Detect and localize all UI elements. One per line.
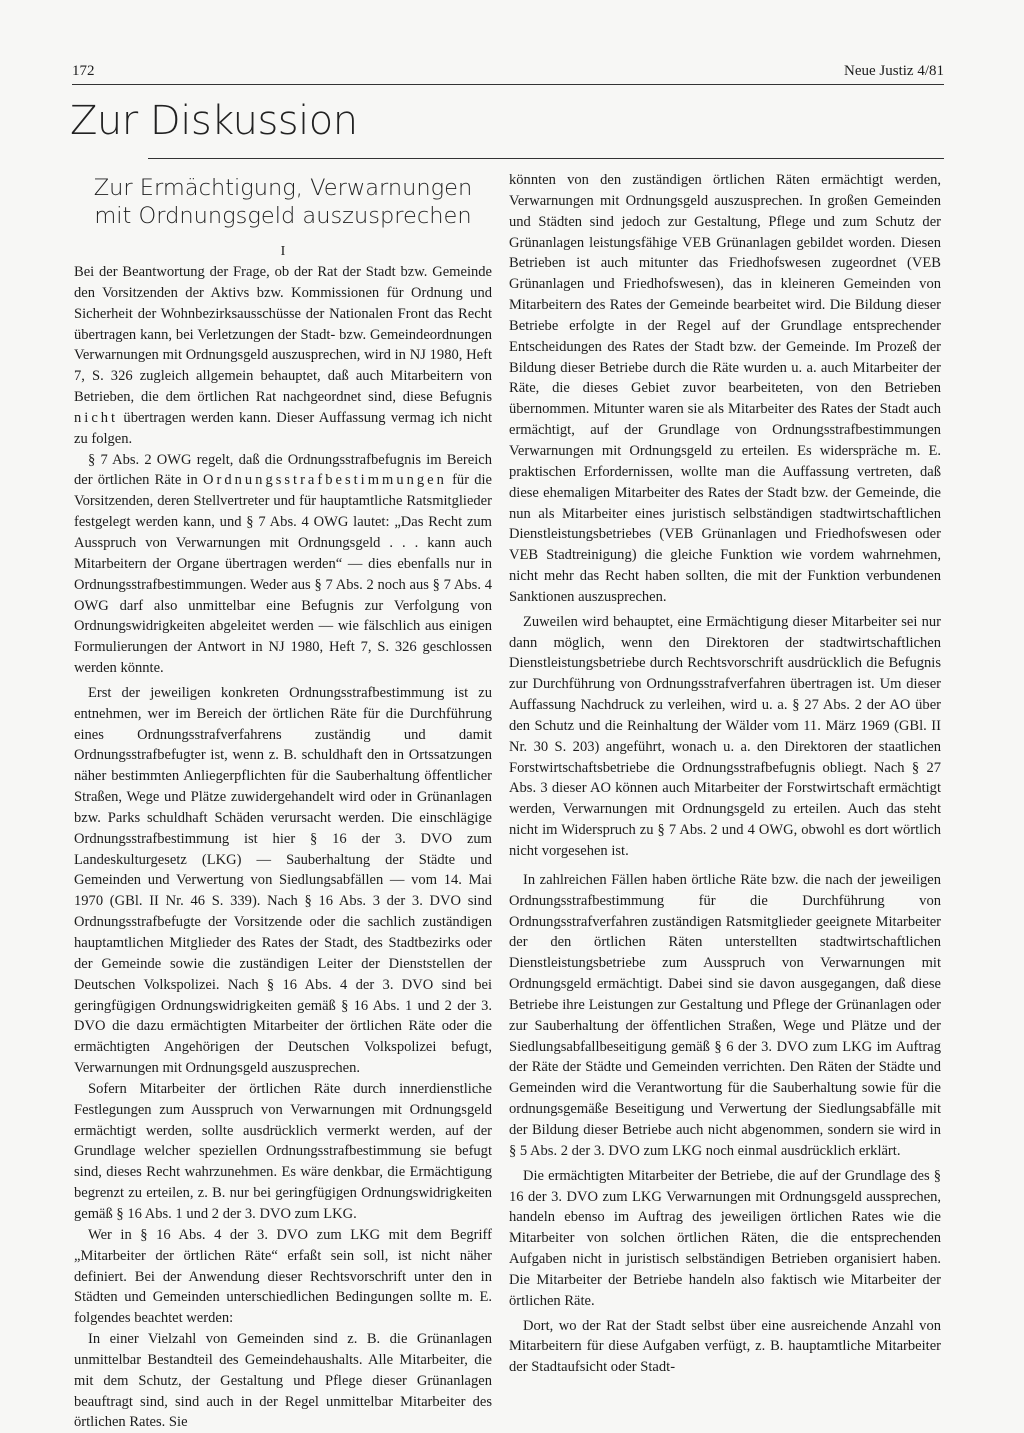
- journal-reference: Neue Justiz 4/81: [844, 63, 944, 79]
- paragraph: Zuweilen wird behauptet, eine Ermächtigung dieser Mitarbeiter sei nur dann möglich, wenn den Direktoren der stadtwirtschaftlichen Dienstleistungsbetriebe durch Rechtsvorschrift ausdrücklich die Befugnis zur Durchführung von Ordnungsstrafverfahren übertragen ist. Um dieser Auffassung Nachdruck zu verleihen, wird u. a. § 27 Abs. 2 der AO über den Schutz und die Reinhaltung der Wälder vom 11. März 1969 (GBl. II Nr. 30 S. 203) angeführt, wonach u. a. den Direktoren der staatlichen Forstwirtschaftsbetriebe die Ordnungsstrafbefugnis obliegt. Nach § 27 Abs. 3 dieser AO können auch Mitarbeiter der Forstwirtschaft ermächtigt werden, Verwarnungen mit Ordnungsgeld zu erteilen. Auch das steht nicht im Widerspruch zu § 7 Abs. 2 und 4 OWG, obwohl es dort wörtlich nicht vorgesehen ist.: [509, 613, 941, 859]
- right-column: [509, 170, 941, 1378]
- paragraph: Bei der Beantwortung der Frage, ob der Rat der Stadt bzw. Gemeinde den Vorsitzenden der Aktivs bzw. Kommissionen für Ordnung und Sicherheit der Wohnbezirksausschüsse der Nationalen Front das Recht übertragen kann, bei Verletzungen der Stadt- bzw. Gemeindeordnungen Verwarnungen mit Ordnungsgeld auszusprechen, wird in NJ 1980, Heft 7, S. 326 zugleich allgemein behauptet, daß auch Mitarbeitern von Betrieben, die dem örtlichen Rat nachgeordnet sind, diese Befugnis nicht übertragen werden kann. Dieser Auffassung vermag ich nicht zu folgen.: [74, 264, 492, 447]
- left-column: [74, 170, 492, 1433]
- page-number: 172: [72, 63, 95, 79]
- paragraph: Die ermächtigten Mitarbeiter der Betriebe, die auf der Grundlage des § 16 der 3. DVO zum LKG Verwarnungen mit Ordnungsgeld aussprechen, handeln ebenso im Auftrag des jeweiligen örtlichen Rates wie die Mitarbeiter von solchen örtlichen Räten, die die entsprechenden Aufgaben nicht in juristisch selbständigen Betrieben organisiert haben. Die Mitarbeiter der Betriebe handeln also faktisch wie Mitarbeiter der örtlichen Räte.: [509, 1167, 941, 1309]
- paragraph: Sofern Mitarbeiter der örtlichen Räte durch innerdienstliche Festlegungen zum Ausspruch von Verwarnungen mit Ordnungsgeld ermächtigt werden, sollte ausdrücklich vermerkt werden, auf der Grundlage welcher speziellen Ordnungsstrafbestimmung sie befugt sind, dieses Recht wahrzunehmen. Es wäre denkbar, die Ermächtigung begrenzt zu erteilen, z. B. nur bei geringfügigen Ordnungswidrigkeiten gemäß § 16 Abs. 1 und 2 der 3. DVO zum LKG.: [74, 1080, 492, 1222]
- article-title-line-1: Zur Ermächtigung, Verwarnungen: [93, 175, 473, 201]
- title-rule: [148, 158, 944, 159]
- paragraph: könnten von den zuständigen örtlichen Räten ermächtigt werden, Verwarnungen mit Ordnungsgeld auszusprechen. In großen Gemeinden und Städten sind jedoch zur Gestaltung, Pflege und zum Schutz der Grünanlagen leistungsfähige VEB Grünanlagen gebildet worden. Diesen Betrieben ist auch mitunter das Friedhofswesen zugeordnet (VEB Grünanlagen und Friedhofswesen), das in kleineren Gemeinden von Mitarbeitern des Rates der Gemeinde bearbeitet wird. Die Bildung dieser Betriebe erfolgte in der Regel auf der Grundlage entsprechender Entscheidungen des Rates der Stadt bzw. der Gemeinde. Im Prozeß der Bildung dieser Betriebe durch die Räte wurden u. a. auch Mitarbeiter der Räte, die dieses Gebiet zuvor bearbeiteten, von den Betrieben übernommen. Mitunter waren sie als Mitarbeiter des Rates der Stadt auch ermächtigt, auf der Grundlage von Ordnungsstrafbestimmungen Verwarnungen mit Ordnungsgeld zu erteilen. Es widerspräche m. E. praktischen Erfordernissen, wollte man die Auffassung vertreten, daß diese ehemaligen Mitarbeiter des Rates der Stadt bzw. der Gemeinde, die nun als Mitarbeiter eines juristisch selbständigen stadtwirtschaftlichen Dienstleistungsbetriebes (VEB Grünanlagen und Friedhofswesen oder VEB Stadtreinigung) die gleiche Funktion wie vordem wahrnehmen, nicht mehr das Recht haben sollten, die mit der Funktion verbundenen Sanktionen auszusprechen.: [509, 172, 941, 605]
- section-title: Zur Diskussion: [70, 98, 358, 144]
- article-title-line-2: mit Ordnungsgeld auszusprechen: [94, 203, 472, 229]
- paragraph: Dort, wo der Rat der Stadt selbst über eine ausreichende Anzahl von Mitarbeitern für diese Aufgaben verfügt, z. B. hauptamtliche Mitarbeiter der Stadtaufsicht oder Stadt-: [509, 1317, 941, 1376]
- part-numeral: I: [280, 244, 286, 259]
- paragraph: In zahlreichen Fällen haben örtliche Räte bzw. die nach der jeweiligen Ordnungsstrafbestimmung für die Durchführung von Ordnungsstrafverfahren zuständigen Ratsmitglieder geeignete Mitarbeiter der den örtlichen Räten unterstellten stadtwirtschaftlichen Dienstleistungsbetriebe zum Ausspruch von Verwarnungen mit Ordnungsgeld ermächtigt. Dabei sind sie davon ausgegangen, daß diese Betriebe ihre Leistungen zur Gestaltung und Pflege der Grünanlagen oder zur Sauberhaltung der öffentlichen Straßen, Wege und Plätze und der Siedlungsabfallbeseitigung gemäß § 6 der 3. DVO zum LKG im Auftrag der Räte der Städte und Gemeinden verrichten. Den Räten der Städte und Gemeinden wird die Verantwortung für die Sauberhaltung sowie für die ordnungsgemäße Beseitigung und Verwertung der Siedlungsabfälle mit der Bildung dieser Betriebe auch nicht abgenommen, sondern sie wird in § 5 Abs. 2 der 3. DVO zum LKG noch einmal ausdrücklich erklärt.: [509, 871, 941, 1159]
- header-rule: [72, 84, 944, 85]
- paragraph: Erst der jeweiligen konkreten Ordnungsstrafbestimmung ist zu entnehmen, wer im Bereich der örtlichen Räte für die Durchführung eines Ordnungsstrafverfahrens zuständig und damit Ordnungsstrafbefugter ist, wenn z. B. schuldhaft den in Ortssatzungen näher bestimmten Anliegerpflichten für die Sauberhaltung öffentlicher Straßen, Wege und Plätze zuwidergehandelt wird oder in Grünanlagen bzw. Parks schuldhaft Schäden verursacht werden. Die einschlägige Ordnungsstrafbestimmung ist hier § 16 der 3. DVO zum Landeskulturgesetz (LKG) — Sauberhaltung der Städte und Gemeinden und Verwertung von Siedlungsabfällen — vom 14. Mai 1970 (GBl. II Nr. 46 S. 339). Nach § 16 Abs. 3 der 3. DVO sind Ordnungsstrafbefugte der Vorsitzende oder die sachlich zuständigen hauptamtlichen Mitglieder des Rates der Stadt, des Stadtbezirks oder der Gemeinde sowie die zuständigen Leiter der Dienststellen der Deutschen Volkspolizei. Nach § 16 Abs. 4 der 3. DVO sind bei geringfügigen Ordnungswidrigkeiten gemäß § 16 Abs. 1 und 2 der 3. DVO die dazu ermächtigten Mitarbeiter der örtlichen Räte oder die ermächtigten Angehörigen der Deutschen Volkspolizei befugt, Verwarnungen mit Ordnungsgeld auszusprechen.: [74, 684, 492, 1077]
- paragraph: Wer in § 16 Abs. 4 der 3. DVO zum LKG mit dem Begriff „Mitarbeiter der örtlichen Räte“ erfaßt sein soll, ist nicht näher definiert. Bei der Anwendung dieser Rechtsvorschrift unter den in Städten und Gemeinden unterschiedlichen Bedingungen sollte m. E. folgendes beachtet werden:: [74, 1226, 492, 1327]
- paragraph: In einer Vielzahl von Gemeinden sind z. B. die Grünanlagen unmittelbar Bestandteil des Gemeindehaushalts. Alle Mitarbeiter, die mit dem Schutz, der Gestaltung und Pflege dieser Grünanlagen beauftragt sind, sind auch in der Regel unmittelbar Mitarbeiter des örtlichen Rates. Sie: [74, 1331, 492, 1431]
- article-title: [74, 174, 492, 230]
- paragraph: § 7 Abs. 2 OWG regelt, daß die Ordnungsstrafbefugnis im Bereich der örtlichen Räte in Ordnungsstrafbestimmungen für die Vorsitzenden, deren Stellvertreter und für hauptamtliche Ratsmitglieder festgelegt werden kann, und § 7 Abs. 4 OWG lautet: „Das Recht zum Ausspruch von Verwarnungen mit Ordnungsgeld . . . kann auch Mitarbeitern der Organe übertragen werden“ — dies ebenfalls nur in Ordnungsstrafbestimmungen. Weder aus § 7 Abs. 2 noch aus § 7 Abs. 4 OWG darf also unmittelbar eine Befugnis zur Verfolgung von Ordnungswidrigkeiten abgeleitet werden — wie fälschlich aus einigen Formulierungen der Antwort in NJ 1980, Heft 7, S. 326 geschlossen werden könnte.: [74, 451, 492, 677]
